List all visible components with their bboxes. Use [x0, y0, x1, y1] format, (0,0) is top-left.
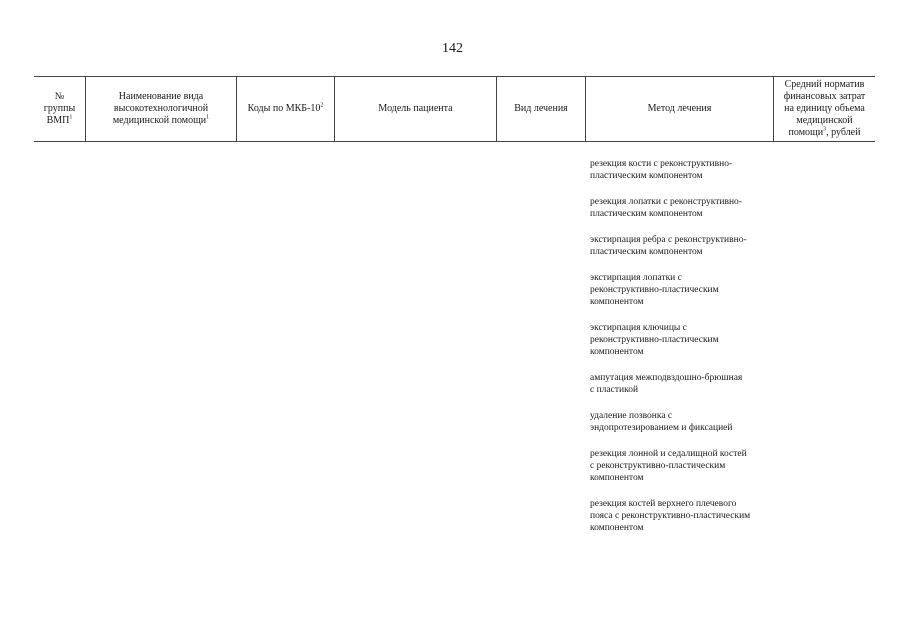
list-item: экстирпация ребра с реконструктивно- пластическим компонентом: [590, 235, 747, 257]
header-average-cost-unit: , рублей: [826, 127, 861, 138]
header-treatment-type: [497, 77, 586, 141]
list-item: экстирпация лопатки с реконструктивно-пластическим компонентом: [590, 273, 719, 307]
list-item: резекция лопатки с реконструктивно- пластическим компонентом: [590, 197, 742, 219]
header-group-number-footnote: 1: [69, 114, 73, 121]
page-number: 142: [442, 41, 463, 56]
header-group-number: [34, 77, 86, 141]
header-treatment-method-label: Метод лечения: [647, 103, 712, 114]
treatment-methods-list: [590, 158, 780, 548]
header-care-type-name: [86, 77, 237, 141]
header-treatment-type-label: Вид лечения: [514, 103, 568, 114]
list-item: резекция лонной и седалищной костей с реконструктивно-пластическим компонентом: [590, 449, 747, 483]
list-item: удаление позвонка с эндопротезированием и фиксацией: [590, 411, 733, 433]
header-icd-codes: [237, 77, 335, 141]
header-patient-model-label: Модель пациента: [378, 103, 453, 114]
header-average-cost: [774, 77, 875, 141]
header-average-cost-label: Средний норматив финансовых затрат на единицу объема медицинской помощи: [783, 79, 866, 138]
header-icd-codes-footnote: 2: [320, 102, 324, 109]
header-care-type-name-footnote: 1: [206, 114, 210, 121]
table-header: [34, 76, 875, 142]
header-treatment-method: [586, 77, 774, 141]
list-item: экстирпация ключицы с реконструктивно-пластическим компонентом: [590, 323, 719, 357]
list-item: резекция костей верхнего плечевого пояса с реконструктивно-пластическим компонентом: [590, 499, 751, 533]
header-icd-codes-label: Коды по МКБ-10: [247, 103, 321, 114]
list-item: ампутация межподвздошно-брюшная с пластикой: [590, 373, 743, 395]
header-care-type-name-label: Наименование вида высокотехнологичной медицинской помощи: [112, 91, 209, 126]
header-group-number-label: № группы ВМП: [43, 91, 76, 126]
header-patient-model: [335, 77, 497, 141]
list-item: резекция кости с реконструктивно- пластическим компонентом: [590, 159, 733, 181]
header-average-cost-footnote: 3: [823, 126, 827, 133]
